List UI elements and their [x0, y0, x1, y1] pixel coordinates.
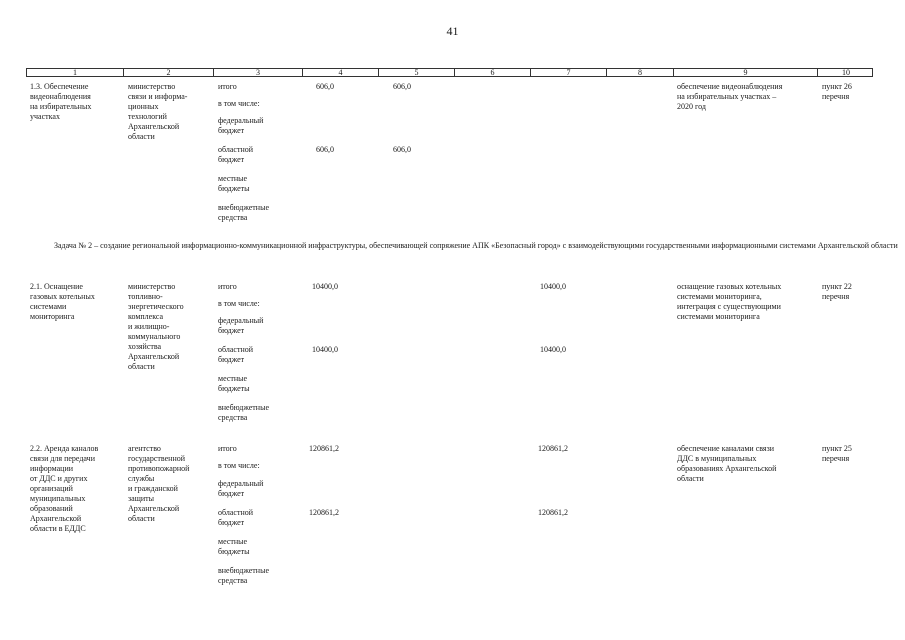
source-extra: внебюджетные средства — [218, 203, 269, 222]
source-local: местные бюджеты — [218, 374, 250, 393]
col4-total: 606,0 — [316, 82, 334, 91]
source-local: местные бюджеты — [218, 537, 250, 556]
activity-name: 2.1. Оснащение газовых котельных системами мониторинга — [30, 282, 95, 321]
executor: министерство топливно- энергетического комплекса и жилищно- коммунального хозяйства Архангельской области — [128, 282, 184, 371]
header-col-5: 5 — [378, 69, 454, 76]
col7-total: 10400,0 — [540, 282, 566, 291]
col4-regional: 10400,0 — [312, 345, 338, 354]
col7-regional: 120861,2 — [538, 508, 568, 517]
header-col-2: 2 — [123, 69, 213, 76]
table-header — [26, 68, 873, 77]
col7-total: 120861,2 — [538, 444, 568, 453]
source-local: местные бюджеты — [218, 174, 250, 193]
source-including: в том числе: — [218, 99, 260, 108]
header-col-4: 4 — [302, 69, 378, 76]
header-col-6: 6 — [454, 69, 530, 76]
reference: пункт 25 перечня — [822, 444, 852, 463]
source-including: в том числе: — [218, 299, 260, 308]
source-federal: федеральный бюджет — [218, 116, 264, 135]
header-col-9: 9 — [673, 69, 817, 76]
reference: пункт 26 перечня — [822, 82, 852, 101]
col4-regional: 120861,2 — [309, 508, 339, 517]
source-regional: областной бюджет — [218, 508, 254, 527]
col4-total: 120861,2 — [309, 444, 339, 453]
activity-name: 1.3. Обеспечение видеонаблюдения на избирательных участках — [30, 82, 92, 121]
col5-total: 606,0 — [393, 82, 411, 91]
source-regional: областной бюджет — [218, 145, 254, 164]
col4-total: 10400,0 — [312, 282, 338, 291]
header-col-10: 10 — [817, 69, 874, 76]
executor: агентство государственной противопожарной службы и гражданской защиты Архангельской области — [128, 444, 190, 523]
expected-result: обеспечение видеонаблюдения на избирательных участках – 2020 год — [677, 82, 783, 111]
source-extra: внебюджетные средства — [218, 566, 269, 585]
header-col-1: 1 — [73, 68, 77, 77]
source-total: итого — [218, 282, 237, 291]
expected-result: обеспечение каналами связи ДДС в муниципальных образованиях Архангельской области — [677, 444, 777, 483]
header-col-3: 3 — [213, 69, 302, 76]
header-col-8: 8 — [606, 69, 673, 76]
activity-name: 2.2. Аренда каналов связи для передачи информации от ДДС и других организаций муниципальных образований Архангельской области в ЕДДС — [30, 444, 99, 533]
source-total: итого — [218, 82, 237, 91]
source-including: в том числе: — [218, 461, 260, 470]
source-regional: областной бюджет — [218, 345, 254, 364]
source-extra: внебюджетные средства — [218, 403, 269, 422]
source-federal: федеральный бюджет — [218, 316, 264, 335]
expected-result: оснащение газовых котельных системами мониторинга, интеграция с существующими системами мониторинга — [677, 282, 782, 321]
col4-regional: 606,0 — [316, 145, 334, 154]
task-heading: Задача № 2 – создание региональной информационно-коммуникационной инфраструктуры, обеспечивающей сопряжение АПК «Безопасный город» с взаимодействующими государственными информационными системами Архангельской области — [54, 241, 898, 250]
reference: пункт 22 перечня — [822, 282, 852, 301]
source-federal: федеральный бюджет — [218, 479, 264, 498]
header-col-7: 7 — [530, 69, 606, 76]
col5-regional: 606,0 — [393, 145, 411, 154]
page-number: 41 — [446, 24, 459, 38]
source-total: итого — [218, 444, 237, 453]
col7-regional: 10400,0 — [540, 345, 566, 354]
executor: министерство связи и информа- ционных технологий Архангельской области — [128, 82, 188, 141]
